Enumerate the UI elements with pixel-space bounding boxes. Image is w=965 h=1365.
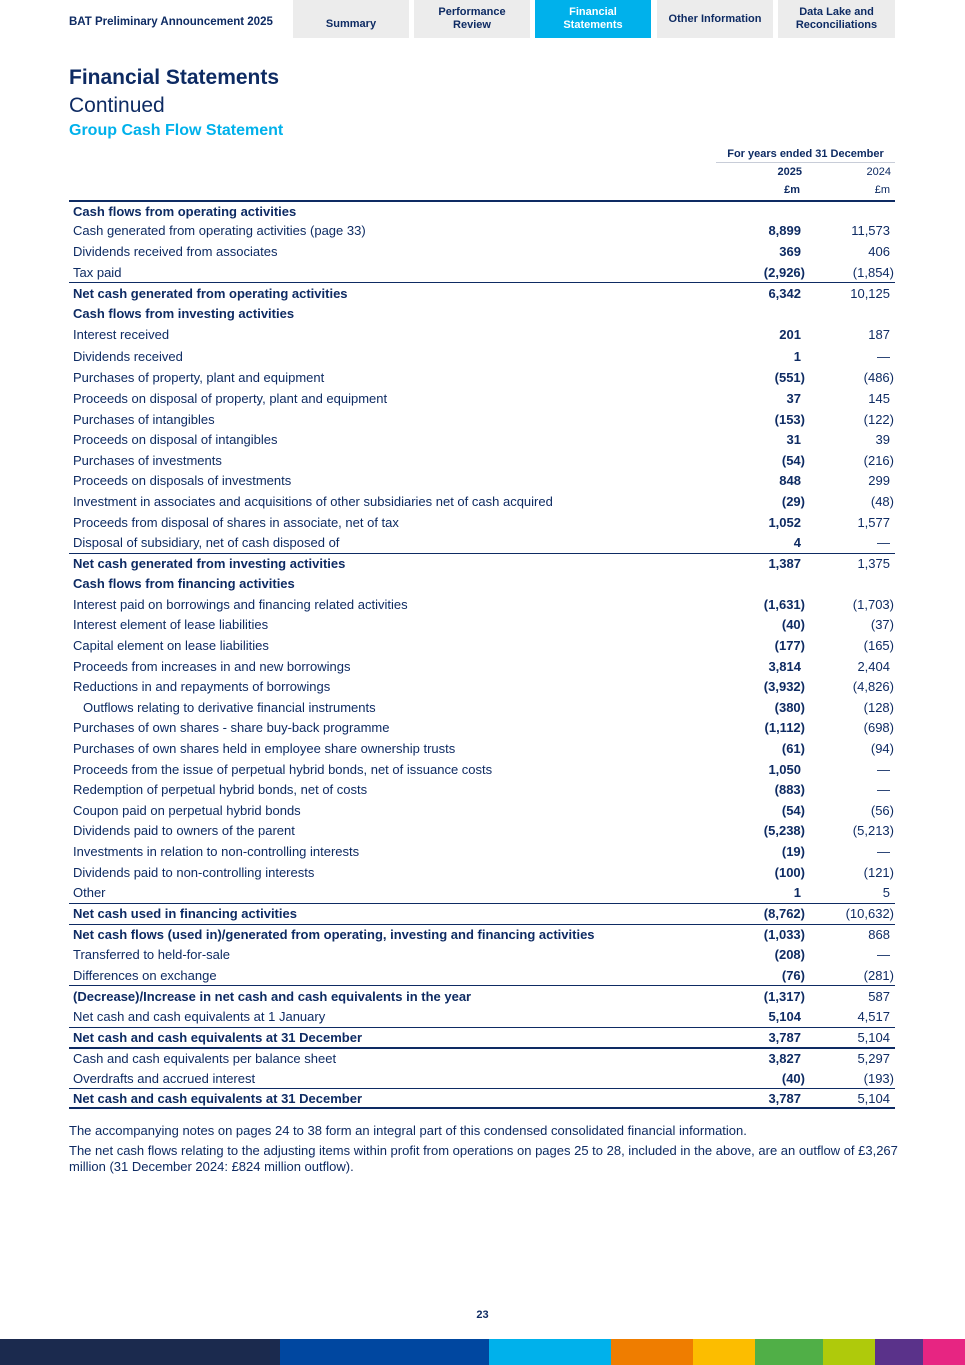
value-2024: (698) [863,720,894,736]
year-2024-header: 2024 [866,166,891,178]
value-2025: (76) [781,967,805,983]
row-label: Investment in associates and acquisitions of other subsidiaries net of cash acquired [73,493,553,509]
row-label: Dividends received from associates [73,243,278,259]
tab-performance-review[interactable]: Performance Review [414,0,530,38]
color-segment [875,1339,923,1365]
row-label: Disposal of subsidiary, net of cash disposed of [73,535,340,551]
table-row [69,241,895,262]
value-2025: 848 [779,473,801,489]
value-2024: (165) [863,638,894,654]
value-2025: 31 [786,432,801,448]
row-label: Transferred to held-for-sale [73,946,231,962]
value-2025: 201 [779,327,801,343]
value-2024: 2,404 [857,658,890,674]
row-label: Cash generated from operating activities (page 33) [73,223,366,239]
row-label: Purchases of intangibles [73,411,215,427]
top-navigation [0,0,965,38]
row-label: Purchases of property, plant and equipment [73,370,325,386]
table-row [69,1088,895,1109]
table-row [69,718,895,739]
value-2024: (128) [863,699,894,715]
tab-summary[interactable]: Summary [293,0,409,38]
table-row [69,262,895,283]
value-2025: 3,787 [768,1090,801,1106]
row-label: Cash and cash equivalents per balance sheet [73,1050,337,1066]
value-2024: — [877,349,890,365]
page-subtitle: Continued [69,94,165,117]
tab-financial-statements[interactable]: Financial Statements [535,0,651,38]
value-2024: 406 [868,243,890,259]
row-label: Outflows relating to derivative financial instruments [83,699,376,715]
value-2024: (216) [863,452,894,468]
value-2025: (1,317) [763,988,805,1004]
value-2025: (551) [774,370,805,386]
value-2024: (10,632) [845,906,894,922]
table-row [69,965,895,986]
table-row [69,985,895,1006]
value-2024: (56) [870,802,894,818]
table-row [69,471,895,492]
value-2024: 5 [882,885,890,901]
value-2024: 4,517 [857,1008,890,1024]
color-segment [280,1339,489,1365]
value-2024: 1,577 [857,514,890,530]
color-segment [489,1339,611,1365]
value-2025: 6,342 [768,285,801,301]
value-2025: (5,238) [763,823,805,839]
value-2025: (54) [781,802,805,818]
table-row [69,1027,895,1048]
tab-other-information[interactable]: Other Information [657,0,773,38]
table-row [69,862,895,883]
table-row [69,759,895,780]
table-row [69,574,895,595]
footer-color-bar [0,1339,965,1365]
value-2024: 187 [868,327,890,343]
table-row [69,346,895,368]
row-label: Overdrafts and accrued interest [73,1070,256,1086]
row-label: Capital element on lease liabilities [73,638,269,654]
table-row [69,324,895,346]
row-label: Other [73,885,106,901]
value-2024: — [877,535,890,551]
table-row [69,553,895,574]
value-2024: 5,104 [857,1090,890,1106]
row-label: Dividends paid to non-controlling interests [73,864,315,880]
value-2025: 1,387 [768,556,801,572]
row-label: Net cash generated from operating activities [73,285,348,301]
color-segment [0,1339,280,1365]
value-2025: (100) [774,864,805,880]
row-label: Proceeds from increases in and new borrowings [73,658,351,674]
value-2025: (1,112) [764,720,805,736]
value-2025: (54) [781,452,805,468]
section-title: Group Cash Flow Statement [69,122,284,139]
row-label: Purchases of investments [73,452,222,468]
value-2024: (5,213) [852,823,894,839]
value-2025: (1,631) [763,596,805,612]
value-2024: 299 [868,473,890,489]
value-2024: 1,375 [857,556,890,572]
table-row [69,903,895,924]
table-row [69,882,895,903]
value-2024: (37) [870,617,894,633]
table-row [69,656,895,677]
value-2024: (1,854) [852,264,894,280]
table-row [69,924,895,945]
cash-flow-table [69,200,895,1109]
value-2024: 868 [868,926,890,942]
table-row [69,388,895,409]
value-2025: (29) [781,493,805,509]
row-label: Reductions in and repayments of borrowings [73,679,331,695]
table-row [69,779,895,800]
table-row [69,615,895,636]
row-label: Tax paid [73,264,122,280]
table-row [69,532,895,553]
table-row [69,676,895,697]
row-label: Proceeds on disposals of investments [73,473,292,489]
table-row [69,1047,895,1068]
note-adjusting-items: The net cash flows relating to the adjusting items within profit from operations on pages 25 to 28, included in the above, are an outflow of £3,267 million (31 December 2024: £824 million outflow). [69,1143,898,1174]
row-label: Net cash generated from investing activities [73,556,346,572]
row-label: Dividends received [73,349,183,365]
row-label: Differences on exchange [73,967,217,983]
value-2024: 5,104 [857,1029,890,1045]
value-2025: (883) [774,782,805,798]
value-2024: — [877,761,890,777]
row-label: Net cash used in financing activities [73,906,297,922]
unit-2024-header: £m [874,184,890,196]
table-row [69,282,895,303]
value-2024: 5,297 [857,1050,890,1066]
value-2025: 1 [793,349,801,365]
table-row [69,303,895,324]
value-2024: 39 [875,432,890,448]
table-row [69,409,895,430]
value-2024: (4,826) [852,679,894,695]
value-2025: 1 [793,885,801,901]
color-segment [755,1339,823,1365]
table-row [69,1068,895,1089]
row-label: Purchases of own shares held in employee share ownership trusts [73,741,456,757]
page-number: 23 [476,1309,489,1321]
value-2025: 1,050 [768,761,801,777]
row-label: (Decrease)/Increase in net cash and cash equivalents in the year [73,988,472,1004]
table-row [69,221,895,242]
value-2025: (2,926) [763,264,805,280]
value-2025: 3,827 [768,1050,801,1066]
value-2025: (40) [781,1070,805,1086]
value-2025: 4 [793,535,801,551]
value-2024: (121) [863,864,894,880]
row-label: Net cash flows (used in)/generated from operating, investing and financing activities [73,926,595,942]
value-2024: 145 [868,390,890,406]
value-2024: — [877,844,890,860]
value-2025: (8,762) [763,906,805,922]
value-2025: (3,932) [763,679,805,695]
note-accompanying: The accompanying notes on pages 24 to 38 form an integral part of this condensed consolidated financial information. [69,1123,747,1138]
table-row [69,200,895,221]
value-2025: (61) [781,741,805,757]
value-2024: (486) [863,370,894,386]
color-segment [611,1339,693,1365]
value-2025: (1,033) [763,926,805,942]
table-row [69,841,895,862]
value-2025: 5,104 [768,1008,801,1024]
row-label: Coupon paid on perpetual hybrid bonds [73,802,301,818]
table-row [69,512,895,533]
unit-2025-header: £m [784,184,800,196]
row-label: Cash flows from financing activities [73,576,295,592]
table-row [69,368,895,389]
table-row [69,1006,895,1027]
row-label: Net cash and cash equivalents at 31 December [73,1090,363,1106]
value-2024: 587 [868,988,890,1004]
color-segment [923,1339,965,1365]
row-label: Dividends paid to owners of the parent [73,823,295,839]
row-label: Cash flows from operating activities [73,203,297,219]
value-2025: 8,899 [768,223,801,239]
value-2025: (153) [774,411,805,427]
table-row [69,697,895,718]
value-2025: (380) [774,699,805,715]
value-2024: (122) [863,411,894,427]
value-2024: — [877,782,890,798]
value-2024: (281) [863,967,894,983]
value-2025: (177) [774,638,805,654]
value-2024: (48) [870,493,894,509]
table-row [69,450,895,471]
color-segment [693,1339,755,1365]
value-2025: 3,814 [768,658,801,674]
value-2025: 3,787 [768,1029,801,1045]
row-label: Purchases of own shares - share buy-back programme [73,720,390,736]
tab-data-lake-reconciliations[interactable]: Data Lake and Reconciliations [778,0,895,38]
table-row [69,821,895,842]
table-row [69,491,895,512]
table-row [69,944,895,965]
row-label: Proceeds on disposal of property, plant and equipment [73,390,388,406]
value-2025: 369 [779,243,801,259]
row-label: Interest element of lease liabilities [73,617,269,633]
value-2025: (19) [781,844,805,860]
value-2025: (208) [774,946,805,962]
value-2024: 10,125 [850,285,890,301]
row-label: Redemption of perpetual hybrid bonds, net of costs [73,782,368,798]
value-2024: (193) [863,1070,894,1086]
row-label: Interest received [73,327,170,343]
table-row [69,738,895,759]
row-label: Net cash and cash equivalents at 1 January [73,1008,326,1024]
row-label: Investments in relation to non-controlling interests [73,844,360,860]
value-2025: 1,052 [768,514,801,530]
period-header: For years ended 31 December [716,148,895,163]
page-title: Financial Statements [69,66,280,89]
value-2024: — [877,946,890,962]
table-row [69,429,895,450]
row-label: Proceeds from disposal of shares in associate, net of tax [73,514,399,530]
year-2025-header: 2025 [777,166,802,178]
row-label: Proceeds from the issue of perpetual hybrid bonds, net of issuance costs [73,761,493,777]
value-2024: (94) [870,741,894,757]
value-2025: 37 [786,390,801,406]
row-label: Net cash and cash equivalents at 31 December [73,1029,363,1045]
row-label: Interest paid on borrowings and financing related activities [73,596,408,612]
value-2025: (40) [781,617,805,633]
color-segment [823,1339,875,1365]
table-row [69,800,895,821]
brand-title: BAT Preliminary Announcement 2025 [69,16,273,28]
table-row [69,635,895,656]
row-label: Proceeds on disposal of intangibles [73,432,278,448]
table-row [69,594,895,615]
value-2024: 11,573 [851,223,890,239]
value-2024: (1,703) [852,596,894,612]
row-label: Cash flows from investing activities [73,305,295,321]
